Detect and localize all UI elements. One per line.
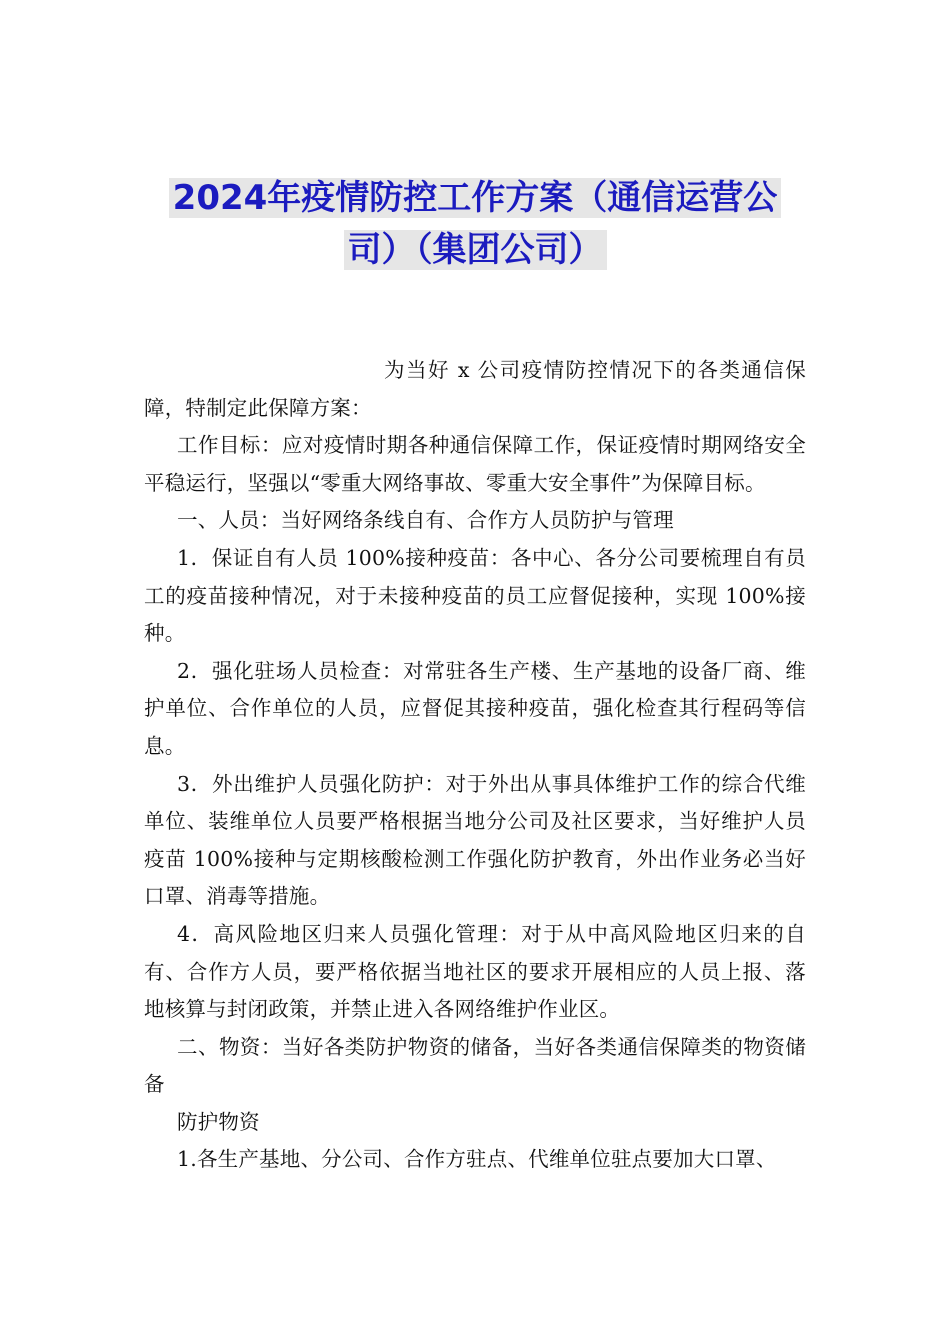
document-title bbox=[140, 172, 810, 276]
paragraph-item-1: 1．保证自有人员 100%接种疫苗：各中心、各分公司要梳理自有员工的疫苗接种情况，对于未接种疫苗的员工应督促接种，实现 100%接种。 bbox=[144, 545, 806, 646]
paragraph-item-3: 3．外出维护人员强化防护：对于外出从事具体维护工作的综合代维单位、装维单位人员要严格根据当地分公司及社区要求，当好维护人员疫苗 100%接种与定期核酸检测工作强化防护教育，外出作业务必当好口罩、消毒等措施。 bbox=[144, 771, 806, 909]
paragraph-item-2: 2．强化驻场人员检查：对常驻各生产楼、生产基地的设备厂商、维护单位、合作单位的人员，应督促其接种疫苗，强化检查其行程码等信息。 bbox=[144, 658, 806, 758]
title-line-2: 司）（集团公司） bbox=[344, 230, 607, 270]
document-body bbox=[144, 352, 806, 1179]
section-heading-personnel: 一、人员：当好网络条线自有、合作方人员防护与管理 bbox=[177, 508, 674, 533]
paragraph-intro: 为当好 x 公司疫情防控情况下的各类通信保障，特制定此保障方案： bbox=[144, 358, 806, 420]
title-line-1: 2024年疫情防控工作方案（通信运营公 bbox=[169, 178, 782, 218]
subheading-protective-materials: 防护物资 bbox=[177, 1109, 260, 1134]
section-heading-materials: 二、物资：当好各类防护物资的储备，当好各类通信保障类的物资储备 bbox=[144, 1034, 806, 1097]
paragraph-materials-item-1: 1.各生产基地、分公司、合作方驻点、代维单位驻点要加大口罩、 bbox=[177, 1147, 777, 1172]
paragraph-item-4: 4．高风险地区归来人员强化管理：对于从中高风险地区归来的自有、合作方人员，要严格依据当地社区的要求开展相应的人员上报、落地核算与封闭政策，并禁止进入各网络维护作业区。 bbox=[144, 921, 806, 1022]
paragraph-goal: 工作目标：应对疫情时期各种通信保障工作，保证疫情时期网络安全平稳运行，坚强以“零重大网络事故、零重大安全事件”为保障目标。 bbox=[144, 433, 806, 495]
